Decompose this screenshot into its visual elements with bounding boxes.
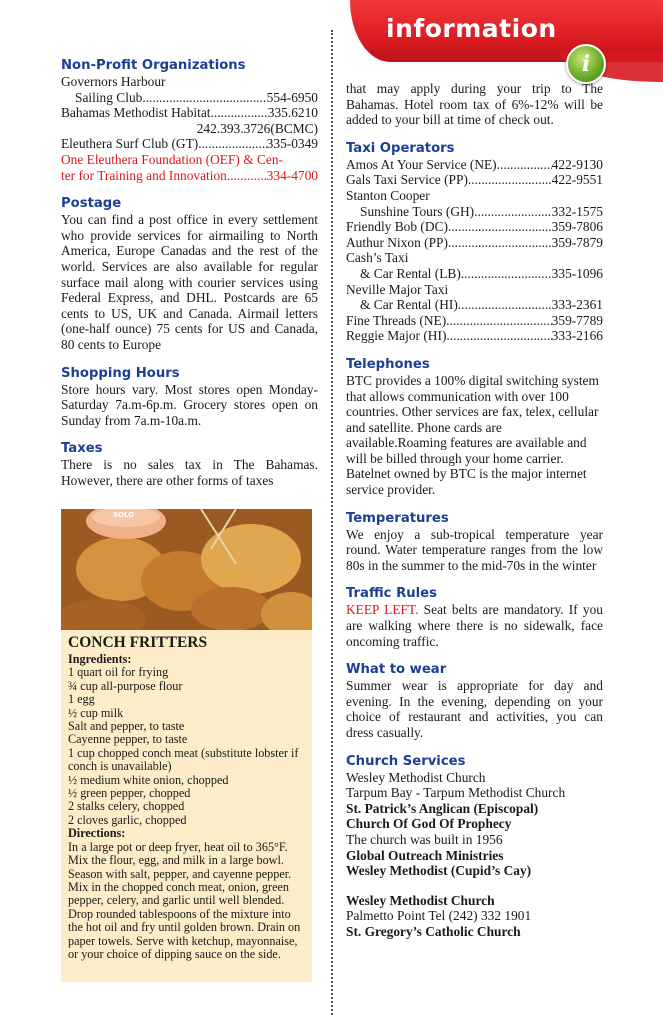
listing-row	[346, 313, 603, 329]
listing-phone: 335.6210	[267, 105, 318, 121]
listing-name: Sunshine Tours (GH)	[360, 203, 475, 219]
traffic-body: Seat belts are mandatory. If you are walking where there is no sidewalk, face oncoming traffic.	[346, 602, 603, 649]
temperatures-heading: Temperatures	[346, 510, 449, 526]
church-line: Wesley Methodist (Cupid’s Cay)	[346, 863, 532, 879]
listing-name: Reggie Major (HI)	[346, 328, 447, 344]
listing-row	[61, 105, 318, 121]
listing-phone: 359-7789	[551, 312, 603, 328]
shopping-text: Store hours vary. Most stores open Monday-Saturday 7a.m-6p.m. Grocery stores open on Sunday from 7a.m-10a.m.	[61, 381, 318, 428]
taxes-text: There is no sales tax in The Bahamas. However, there are other forms of taxes	[61, 457, 318, 488]
church-line: Tarpum Bay - Tarpum Methodist Church	[346, 785, 566, 801]
info-icon: i	[566, 44, 606, 84]
listing-phone: 359-7879	[551, 234, 603, 250]
listing-phone: 332-1575	[551, 203, 603, 219]
telephones-heading: Telephones	[346, 356, 430, 372]
listing-row	[346, 157, 603, 173]
church-line: Wesley Methodist Church	[346, 769, 486, 785]
church-line: Global Outreach Ministries	[346, 847, 504, 863]
nonprofit-heading: Non-Profit Organizations	[61, 58, 246, 73]
listing-row	[346, 328, 603, 344]
taxes-continued	[346, 81, 603, 128]
listing-name: Amos At Your Service (NE)	[346, 156, 497, 172]
listing-row	[61, 90, 318, 106]
listing-row	[346, 204, 603, 220]
listing-name: Friendly Bob (DC)	[346, 219, 448, 235]
listing-name: Sailing Club	[75, 89, 143, 105]
listing-phone: 334-4700	[266, 167, 318, 183]
telephones-section	[346, 357, 603, 498]
church-section	[346, 754, 603, 940]
listing-phone: 554-6950	[266, 89, 318, 105]
wear-section	[346, 662, 603, 740]
telephones-text: BTC provides a 100% digital switching system that allows communication with over 100 countries. Other services are fax, telex, cellular and satellite. Phone cards are available.Roaming features are available and will be billed through your home carrier. Batelnet owned by BTC is the major internet service provider.	[346, 372, 599, 498]
conch-fritters-photo	[61, 509, 312, 630]
shopping-heading: Shopping Hours	[61, 365, 180, 381]
church-line: St. Patrick’s Anglican (Episcopal)	[346, 800, 539, 816]
nonprofit-section	[61, 58, 318, 183]
postage-section	[61, 196, 318, 352]
traffic-text	[346, 602, 603, 649]
ingredient-item: 2 stalks celery, chopped	[68, 799, 185, 814]
listing-phone: 422-9130	[551, 156, 603, 172]
listing-row	[61, 168, 318, 184]
listing-name: & Car Rental (LB)	[360, 265, 461, 281]
shopping-section	[61, 366, 318, 429]
listing-phone: 333-2361	[551, 297, 603, 313]
traffic-section	[346, 586, 603, 649]
church-heading: Church Services	[346, 753, 466, 769]
listing-phone: 422-9551	[551, 172, 603, 188]
listing-line: Neville Major Taxi	[346, 281, 449, 297]
temperatures-section	[346, 511, 603, 574]
recipe-box	[61, 630, 312, 982]
taxes-section	[61, 441, 318, 488]
traffic-heading: Traffic Rules	[346, 586, 437, 602]
directions-label: Directions:	[68, 826, 126, 841]
church-line: Church Of God Of Prophecy	[346, 816, 512, 832]
church-line: Palmetto Point Tel (242) 332 1901	[346, 908, 532, 924]
oef-line: One Eleuthera Foundation (OEF) & Cen-	[61, 151, 284, 167]
ingredient-item: 1 cup chopped conch meat (substitute lobster if conch is unavailable)	[68, 745, 299, 774]
ingredients-label: Ingredients:	[68, 652, 132, 666]
listing-phone: 335-1096	[551, 265, 603, 281]
listing-row	[346, 219, 603, 235]
right-column	[346, 81, 603, 953]
cup-label: SOLO	[113, 511, 135, 519]
page-title: information	[386, 14, 557, 43]
listing-name: Authur Nixon (PP)	[346, 234, 448, 250]
listing-name: & Car Rental (HI)	[360, 297, 458, 313]
church-line: The church was built in 1956	[346, 831, 503, 847]
ingredient-item: ½ cup milk	[68, 705, 124, 720]
listing-line: Stanton Cooper	[346, 187, 430, 203]
ingredient-item: ½ green pepper, chopped	[68, 786, 191, 801]
ingredient-item: ¾ cup all-purpose flour	[68, 678, 183, 693]
keep-left-warning: KEEP LEFT.	[346, 602, 419, 618]
listing-phone: 335-0349	[266, 136, 318, 152]
listing-line: Cash’s Taxi	[346, 250, 409, 266]
ingredient-item: ½ medium white onion, chopped	[68, 772, 229, 787]
listing-row	[346, 172, 603, 188]
listing-name: Gals Taxi Service (PP)	[346, 172, 468, 188]
ingredient-item: 1 egg	[68, 692, 95, 707]
taxes-heading: Taxes	[61, 441, 103, 457]
ingredient-item: 2 cloves garlic, chopped	[68, 812, 187, 827]
wear-heading: What to wear	[346, 662, 447, 678]
nonprofit-line: Governors Harbour	[61, 74, 166, 89]
listing-name: Eleuthera Surf Club (GT)	[61, 136, 199, 152]
listing-row	[346, 266, 603, 282]
column-divider	[331, 30, 333, 1015]
listing-row	[346, 235, 603, 251]
ingredient-item: Cayenne pepper, to taste	[68, 732, 188, 747]
church-line: St. Gregory’s Catholic Church	[346, 923, 521, 939]
listing-name: Fine Threads (NE)	[346, 312, 447, 328]
ingredient-item: 1 quart oil for frying	[68, 665, 169, 680]
taxi-section	[346, 141, 603, 344]
directions-text: In a large pot or deep fryer, heat oil to 365°F. Mix the flour, egg, and milk in a large bowl. Season with salt, pepper, and cayenne pepper. Mix in the chopped conch meat, onion, green pepper, celery, and garlic until well blended. Drop rounded tablespoons of the mixture into the hot oil and fry until golden brown. Drain on paper towels. Serve with ketchup, mayonnaise, or your choice of dipping sauce on the side.	[68, 839, 301, 961]
church-line: Wesley Methodist Church	[346, 892, 495, 908]
listing-name: ter for Training and Innovation	[61, 167, 227, 183]
taxes-continued-text: that may apply during your trip to The Bahamas. Hotel room tax of 6%-12% will be added to your bill at time of check out.	[346, 81, 603, 128]
listing-phone: 359-7806	[551, 219, 603, 235]
temperatures-text: We enjoy a sub-tropical temperature year round. Water temperature ranges from the low 80s in the summer to the mid-70s in the winter	[346, 526, 603, 573]
recipe-title: CONCH FRITTERS	[68, 634, 208, 651]
spacer	[346, 879, 603, 893]
listing-phone-secondary: 242.393.3726(BCMC)	[196, 120, 318, 136]
listing-name: Bahamas Methodist Habitat	[61, 105, 211, 121]
taxi-heading: Taxi Operators	[346, 140, 455, 156]
wear-text: Summer wear is appropriate for day and evening. In the evening, depending on your choice of restaurant and activities, you can dress casually.	[346, 678, 603, 740]
listing-row	[346, 297, 603, 313]
fritters-illustration	[61, 509, 312, 630]
listing-phone: 333-2166	[551, 328, 603, 344]
postage-text: You can find a post office in every settlement who provide services for airmailing to North America, Europe Canadas and the rest of the world. Services are also available for regular surface mail along with courier services using Federal Express, and DHL. Postcards are 65 cents to US, UK and Canada. Airmail letters (one-half ounce) 75 cents for US and Canada, 80 cents to Europe	[61, 212, 318, 352]
listing-row	[61, 136, 318, 152]
left-column	[61, 58, 318, 501]
ingredient-item: Salt and pepper, to taste	[68, 719, 185, 734]
postage-heading: Postage	[61, 196, 122, 212]
